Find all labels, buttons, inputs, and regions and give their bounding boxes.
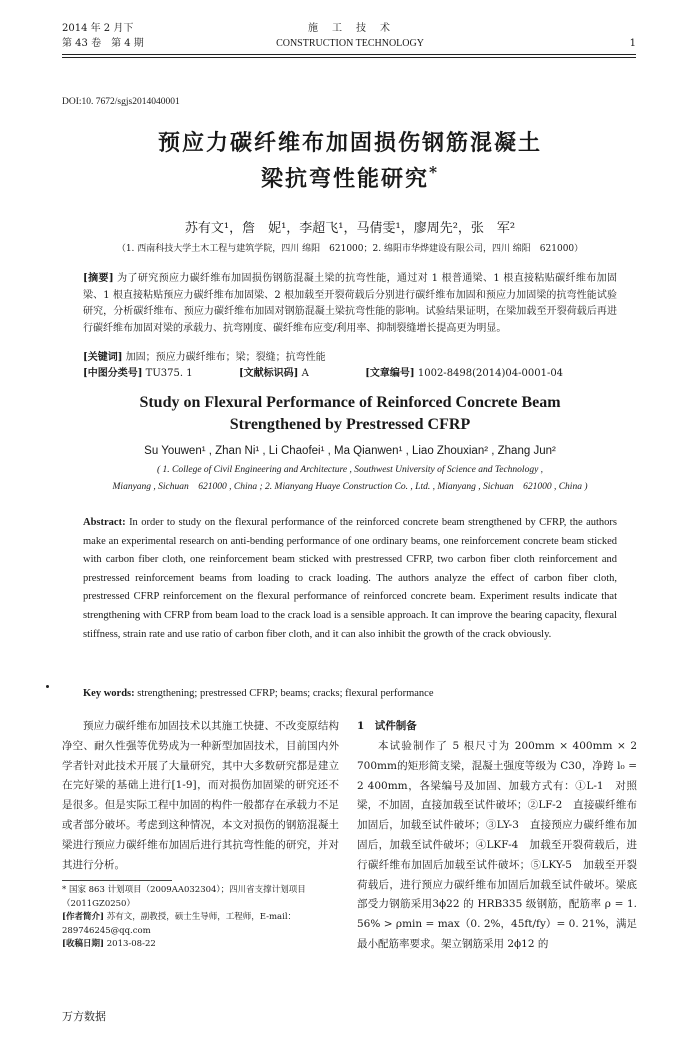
footnote-received-label: [收稿日期] — [62, 939, 105, 949]
body-right-paragraph: 本试验制作了 5 根尺寸为 200mm × 400mm × 2 700mm的矩形简支梁，混凝土强度等级为 C30，净跨 l₀ = 2 400mm，各梁编号及加固、加载方式有：①L-1 对照梁，不加固，直接加载至试件破坏；②LF-2 直接碳纤维布加固后，加载至试件破坏；③LY-3 直接预应力碳纤维布加固后，加载至试件破坏；④LKF-4 加载至开裂荷载后，进行碳纤维布加固后加载至试件破坏；⑤LKY-5 加载至开裂荷载后，进行预应力碳纤维布加固后加载至试件破坏。梁底部受力钢筋采用3ϕ22 的 HRB335 级钢筋，配筋率 ρ = 1. 56% > ρmin = max（0. 2%，45ft/fy）= 0. 21%，满足最小配筋率要求。架立钢筋采用 2ϕ12 的 — [357, 740, 637, 950]
keywords-en — [83, 686, 617, 702]
keywords-cn-label: [关键词] — [83, 352, 123, 363]
classification-line — [83, 366, 617, 382]
header-journal-en: CONSTRUCTION TECHNOLOGY — [276, 38, 424, 49]
title-en-line2: Strengthened by Prestressed CFRP — [229, 416, 471, 433]
abstract-en-text: In order to study on the flexural performance of the reinforced concrete beam strengthened by CFRP, the authors make an experimental research on anti-bending performance of one ordinary beams, one reinforcement concrete beam sticked with carbon fiber cloth, one reinforcement beam sticked with prestressed CFRP, two carbon fiber cloth reinforcement and prestressed reinforcement beams from loading to crack loading. The authors analyze the effect of carbon fiber cloth, prestressed CFRP reinforcement on the flexural performance of reinforced concrete beam. Experiment results indicate that strengthening with CFRP from beam load to the crack load is a sensible approach. It can improve the bearing capacity, flexural stiffness, strain rate and use ratio of carbon fiber cloth, and it can also inhibit the growth of the crack obviously. — [83, 517, 618, 640]
footnote-author — [62, 911, 339, 938]
title-cn-footnote-mark: * — [428, 163, 440, 182]
keywords-cn — [83, 350, 617, 366]
keywords-en-label: Key words: — [83, 688, 135, 699]
title-cn-line2 — [0, 164, 700, 194]
keywords-en-text: strengthening; prestressed CFRP; beams; cracks; flexural performance — [137, 688, 434, 699]
clc-label: [中图分类号] — [83, 368, 143, 379]
abstract-cn — [83, 271, 617, 337]
watermark: 万方数据 — [62, 1010, 106, 1023]
affiliation-en-line1: ( 1. College of Civil Engineering and Architecture , Southwest University of Science and Technology , — [156, 465, 544, 475]
header-page-number: 1 — [629, 38, 636, 49]
abstract-en — [83, 514, 617, 644]
authors-en: Su Youwen¹ , Zhan Ni¹ , Li Chaofei¹ , Ma Qianwen¹ , Liao Zhouxian² , Zhang Jun² — [144, 445, 556, 457]
doc-code-value: A — [301, 368, 309, 379]
abstract-cn-label: [摘要] — [83, 273, 114, 284]
header-rule-top — [62, 54, 636, 55]
clc-value: TU375. 1 — [145, 368, 193, 379]
doc-code-label: [文献标识码] — [238, 368, 299, 379]
affiliation-en-line2: Mianyang , Sichuan 621000 , China ; 2. Mianyang Huaye Construction Co. , Ltd. , Mianyang , Sichuan 621000 , China ) — [112, 482, 588, 492]
body-left-paragraph: 预应力碳纤维布加固技术以其施工快捷、不改变原结构净空、耐久性强等优势成为一种新型加固技术，目前国内外学者针对此技术开展了大量研究，其中大多数研究都是建立在完好梁的基础上进行[1-9]，而对损伤加固梁的研究还不是很多。但是实际工程中加固的构件一般都存在承载力不足或者部分破坏。考虑到这种情况，本文对损伤的钢筋混凝土梁进行预应力碳纤维布加固后进行其抗弯性能的研究，并对其进行分析。 — [62, 720, 339, 871]
header-rule-bottom — [62, 57, 636, 58]
footnotes — [62, 884, 339, 952]
abstract-en-label: Abstract: — [83, 517, 126, 528]
footnote-author-label: [作者简介] — [62, 912, 105, 922]
title-cn-line1: 预应力碳纤维布加固损伤钢筋混凝土 — [157, 130, 542, 156]
title-en-line1: Study on Flexural Performance of Reinforced Concrete Beam — [139, 394, 561, 411]
keywords-cn-text: 加固；预应力碳纤维布；梁；裂缝；抗弯性能 — [125, 352, 326, 363]
doi: DOI:10. 7672/sgjs2014040001 — [62, 97, 180, 107]
title-cn-line2-text: 梁抗弯性能研究 — [260, 166, 429, 192]
margin-dot — [46, 685, 49, 688]
footnote-author-text: 苏有文，副教授，硕士生导师，工程师，E-mail：289746245@qq.com — [62, 912, 297, 936]
authors-cn: 苏有文¹，詹 妮¹，李超飞¹，马倩雯¹，廖周先²，张 军² — [184, 221, 516, 236]
affiliation-cn: （1. 西南科技大学土木工程与建筑学院，四川 绵阳 621000；2. 绵阳市华烨建设有限公司，四川 绵阳 621000） — [116, 244, 584, 254]
section-1-heading: 1 试件制备 — [357, 720, 417, 732]
footnote-received — [62, 938, 339, 952]
article-number-label: [文章编号] — [365, 368, 415, 379]
footnote-received-text: 2013-08-22 — [106, 939, 156, 949]
header-journal-cn: 施 工 技 术 — [308, 23, 392, 34]
abstract-cn-text: 为了研究预应力碳纤维布加固损伤钢筋混凝土梁的抗弯性能，通过对 1 根普通梁、1 根直接粘贴碳纤维布加固梁、1 根直接粘贴预应力碳纤维布加固梁、2 根加载至开裂荷载后分别进行碳纤维布加固和预应力加固梁的抗弯性能试验研究，分析碳纤维布、预应力碳纤维布加固对钢筋混凝土梁抗弯性能的影响。试验结果证明，在梁加载至开裂荷载后再进行碳纤维布加固对梁的承载力、抗弯刚度、碳纤维布应变/利用率、抑制裂缝增长提高更为明显。 — [83, 273, 617, 334]
header-volume: 第 43 卷 第 4 期 — [62, 38, 144, 49]
footnote-fund: * 国家 863 计划项目（2009AA032304）；四川省支撑计划项目（2011GZ0250） — [62, 885, 306, 909]
header-date: 2014 年 2 月下 — [62, 23, 134, 34]
article-number-value: 1002-8498(2014)04-0001-04 — [417, 368, 564, 379]
footnote-rule — [62, 880, 172, 881]
